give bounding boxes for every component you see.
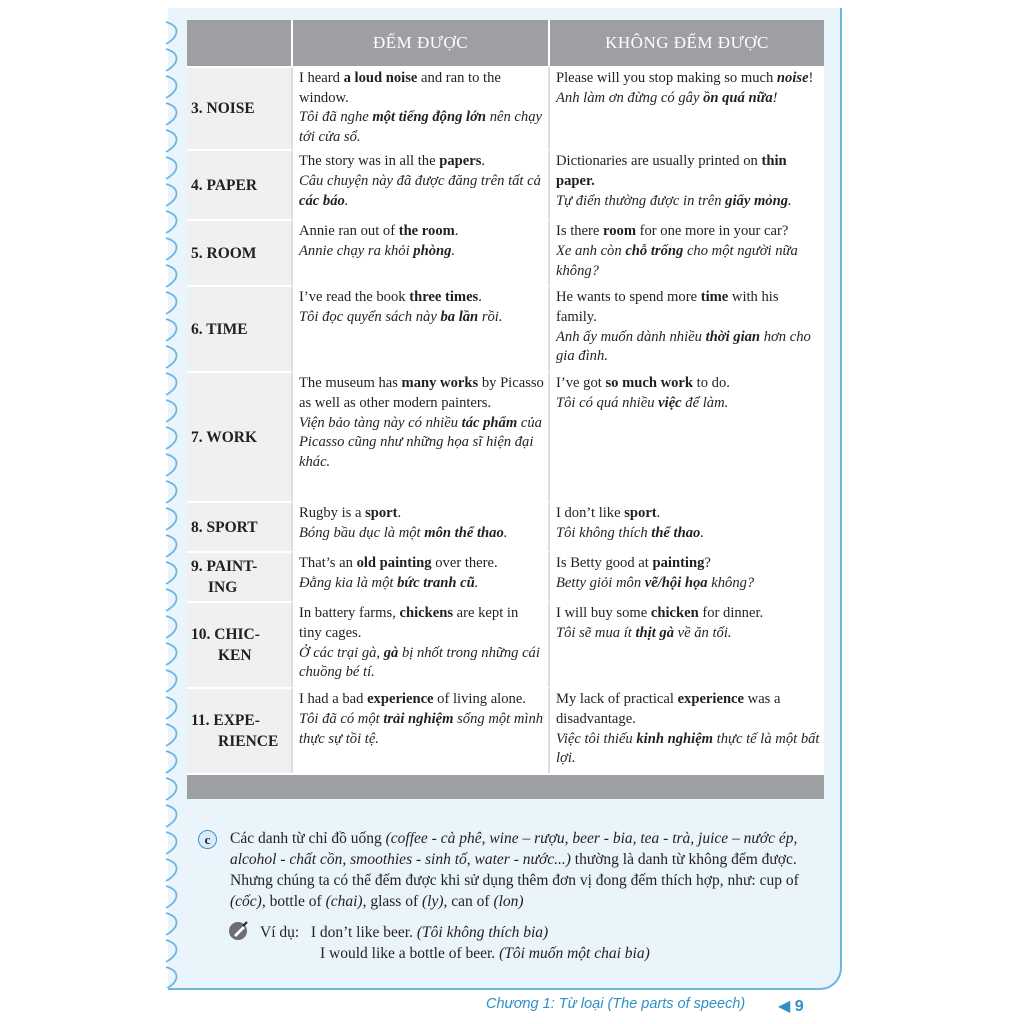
spiral-loop	[166, 454, 177, 476]
countable-example	[293, 219, 550, 285]
text-run: .	[788, 192, 792, 209]
text-run: I don’t like	[556, 505, 625, 522]
spiral-loop	[166, 292, 177, 314]
text-run: Việc tôi thiếu	[556, 730, 637, 747]
countable-example	[293, 285, 550, 371]
text-run: cho một người nữa không?	[556, 242, 798, 279]
text-run: thể thao	[651, 524, 701, 541]
text-run: chỗ trống	[625, 242, 684, 259]
row-word-line: KEN	[218, 647, 252, 665]
table-row	[187, 219, 824, 285]
spiral-loop	[166, 724, 177, 746]
table-row	[187, 285, 824, 371]
text-run: .	[451, 242, 456, 259]
uncountable-example	[550, 687, 824, 773]
spiral-loop	[166, 913, 177, 935]
pencil-icon	[228, 920, 250, 942]
uncountable-example	[550, 66, 824, 149]
text-run: Annie chạy ra khỏi	[299, 242, 414, 259]
uncountable-example	[550, 219, 824, 285]
row-word-line: 7. WORK	[191, 428, 258, 446]
spiral-loop	[166, 184, 177, 206]
text-run: gà	[383, 644, 399, 661]
spiral-loop	[166, 481, 177, 503]
text-run: three times	[409, 289, 479, 306]
countable-example	[293, 66, 550, 149]
text-run: Tôi đọc quyển sách này	[299, 308, 441, 325]
text-run: phòng	[413, 242, 452, 259]
text-run: Please will you stop making so much	[556, 70, 777, 86]
text-run: !	[808, 70, 814, 86]
text-run: noise	[776, 70, 809, 86]
row-word	[187, 687, 293, 773]
text-run: with his family.	[556, 289, 779, 325]
spiral-loop	[166, 643, 177, 665]
spiral-loop	[166, 751, 177, 773]
example-block	[228, 922, 828, 964]
text-run: việc	[658, 394, 682, 411]
spiral-loop	[166, 400, 177, 422]
text-run: Is there	[556, 223, 604, 240]
countable-example	[293, 687, 550, 773]
header-uncountable: KHÔNG ĐẾM ĐƯỢC	[550, 20, 824, 66]
countable-example	[293, 501, 550, 551]
text-run: .	[478, 289, 482, 306]
row-word	[187, 371, 293, 501]
spiral-loop	[166, 373, 177, 395]
uncountable-example	[550, 371, 824, 501]
row-word-line: 5. ROOM	[191, 244, 257, 262]
text-run: and ran to the window.	[299, 70, 501, 106]
text-run: bị nhốt trong những cái chuồng bé tí.	[299, 644, 540, 681]
row-word	[187, 66, 293, 149]
spiral-loop	[166, 589, 177, 611]
row-word-line: 8. SPORT	[191, 518, 258, 536]
text-run: Bóng bầu dục là một	[299, 524, 425, 541]
spiral-loop	[166, 238, 177, 260]
uncountable-example	[550, 501, 824, 551]
text-run: ?	[704, 555, 711, 572]
countable-example	[293, 149, 550, 219]
text-run: The story was in all the	[299, 153, 440, 170]
noun-table	[187, 20, 824, 799]
text-run: experience	[367, 691, 434, 708]
table-row	[187, 551, 824, 601]
table-row	[187, 149, 824, 219]
table-header-row	[187, 20, 824, 66]
uncountable-example	[550, 551, 824, 601]
text-run: .	[454, 223, 459, 240]
text-run: hơn cho gia đình.	[556, 328, 811, 365]
spiral-loop	[166, 967, 177, 988]
spiral-loop	[166, 805, 177, 827]
row-word	[187, 551, 293, 601]
row-word	[187, 601, 293, 687]
text-run: thực tế là một bất lợi.	[556, 730, 820, 767]
text-run: Tôi đã nghe	[299, 109, 373, 126]
spiral-loop	[166, 265, 177, 287]
text-run: He wants to spend more	[556, 289, 701, 306]
header-word-col	[187, 20, 293, 66]
table-row	[187, 687, 824, 773]
text-run: Betty giỏi môn	[556, 574, 645, 591]
text-run: Tôi không thích	[556, 524, 652, 541]
text-run: In battery farms,	[299, 605, 400, 622]
text-run: Anh ấy muốn dành nhiều	[556, 328, 706, 345]
text-run: Is Betty good at	[556, 555, 653, 572]
text-run: Tự điển thường được in trên	[556, 192, 726, 209]
spiral-loop	[166, 76, 177, 98]
text-run: That’s an	[299, 555, 357, 572]
text-run: to do.	[693, 375, 730, 392]
spiral-loop	[166, 49, 177, 71]
triangle-left-icon: ◀	[778, 998, 791, 1015]
text-run: sport	[365, 505, 398, 522]
text-run: old painting	[356, 555, 432, 572]
text-run: My lack of practical	[556, 691, 678, 708]
text-run: .	[474, 574, 479, 591]
text-run: sống một mình thực sự tồi tệ.	[299, 710, 544, 747]
spiral-loop	[166, 22, 177, 44]
table-row	[187, 371, 824, 501]
table-row	[187, 601, 824, 687]
text-run: I had a bad	[299, 691, 368, 708]
text-run: nên chạy tới cửa sổ.	[299, 109, 542, 145]
countable-example	[293, 601, 550, 687]
text-run: thời gian	[705, 328, 761, 345]
spiral-loop	[166, 886, 177, 908]
text-run: kinh nghiệm	[636, 730, 714, 747]
countable-example	[293, 371, 550, 501]
text-run: many works	[401, 375, 479, 392]
spiral-loop	[166, 940, 177, 962]
text-run: .	[656, 505, 661, 522]
spiral-loop	[166, 130, 177, 152]
uncountable-example	[550, 285, 824, 371]
text-run: Rugby is a	[299, 505, 366, 522]
text-run: Annie ran out of	[299, 223, 399, 240]
text-run: papers	[439, 153, 482, 170]
spiral-loop	[166, 346, 177, 368]
text-run: giấy mỏng	[725, 192, 789, 209]
table-row	[187, 66, 824, 149]
text-run: for dinner.	[698, 605, 764, 622]
spiral-loop	[166, 535, 177, 557]
text-run: experience	[677, 691, 745, 708]
text-run: Tôi có quá nhiều	[556, 394, 659, 411]
text-run: của Picasso cũng như những họa sĩ hiện đại khác.	[299, 414, 542, 470]
text-run: .	[344, 192, 349, 209]
spiral-loop	[166, 427, 177, 449]
text-run: chickens	[399, 605, 454, 622]
text-run: các báo	[299, 192, 345, 209]
text-run: về ăn tối.	[674, 624, 732, 641]
spiral-loop	[166, 670, 177, 692]
spiral-loop	[166, 157, 177, 179]
text-run: Đằng kia là một	[299, 574, 398, 591]
example-line-1: Ví dụ: I don’t like beer. (Tôi không thích bia)	[260, 924, 549, 941]
spiral-loop	[166, 319, 177, 341]
spiral-loop	[166, 211, 177, 233]
text-run: Dictionaries are usually printed on	[556, 153, 762, 170]
row-word	[187, 285, 293, 371]
row-word-line: 9. PAINT-	[191, 558, 258, 576]
text-run: I heard	[299, 70, 344, 86]
text-run: Ở các trại gà,	[299, 644, 384, 661]
text-run: Xe anh còn	[556, 242, 626, 259]
spiral-binding	[160, 8, 184, 988]
text-run: of living alone.	[433, 691, 526, 708]
text-run: thịt gà	[635, 624, 674, 641]
row-word	[187, 219, 293, 285]
text-run: Viện bảo tàng này có nhiều	[299, 414, 462, 431]
row-word-line: 10. CHIC-	[191, 626, 260, 644]
table-row	[187, 501, 824, 551]
example-line-2: I would like a bottle of beer. (Tôi muốn một chai bia)	[320, 945, 650, 962]
text-run: Câu chuyện này đã được đăng trên tất cả	[299, 172, 541, 189]
uncountable-example	[550, 601, 824, 687]
countable-example	[293, 551, 550, 601]
text-run: !	[772, 89, 778, 106]
text-run: vẽ/hội họa	[644, 574, 708, 591]
text-run: I’ve got	[556, 375, 606, 392]
spiral-loop	[166, 616, 177, 638]
note-badge: c	[198, 830, 217, 849]
row-word	[187, 149, 293, 219]
table-footer-cell	[187, 773, 824, 799]
text-run: .	[700, 524, 704, 541]
text-run: không?	[707, 574, 755, 591]
text-run: room	[603, 223, 636, 240]
note-text: Các danh từ chỉ đồ uống (coffee - cà phê, wine – rượu, beer - bia, tea - trà, juice – nước ép, alcohol - chất cồn, smoothies - sinh tố, water - nước...) thường là danh từ không đếm được. Nhưng chúng ta có thể đếm được khi sử dụng thêm đơn vị đong đếm thích hợp, như: cup of (cốc), bottle of (chai), glass of (ly), can of (lon)	[230, 830, 799, 910]
text-run: để làm.	[681, 394, 729, 411]
text-run: Tôi đã có một	[299, 710, 384, 727]
row-word-line: 6. TIME	[191, 320, 248, 338]
text-run: một tiếng động lớn	[372, 109, 487, 126]
spiral-loop	[166, 562, 177, 584]
text-run: rồi.	[478, 308, 503, 325]
text-run: .	[481, 153, 486, 170]
text-run: trải nghiệm	[383, 710, 454, 727]
text-run: .	[397, 505, 402, 522]
text-run: the room	[398, 223, 455, 240]
row-word-line: 4. PAPER	[191, 176, 258, 194]
text-run: ồn quá nữa	[703, 89, 773, 106]
text-run: chicken	[650, 605, 699, 622]
header-countable: ĐẾM ĐƯỢC	[293, 20, 550, 66]
row-word-line: 11. EXPE-	[191, 712, 260, 730]
spiral-loop	[166, 778, 177, 800]
text-run: painting	[652, 555, 705, 572]
text-run: was a disadvantage.	[556, 691, 781, 727]
text-run: thin paper.	[556, 153, 787, 189]
text-run: bức tranh cũ	[397, 574, 475, 591]
note-c	[198, 828, 828, 912]
page-number: ◀ 9	[778, 998, 804, 1015]
text-run: sport	[624, 505, 657, 522]
text-run: by Picasso as well as other modern painters.	[299, 375, 544, 411]
text-run: The museum has	[299, 375, 402, 392]
text-run: môn thể thao	[424, 524, 504, 541]
spiral-loop	[166, 832, 177, 854]
text-run: so much work	[605, 375, 694, 392]
text-run: I will buy some	[556, 605, 651, 622]
row-word-line: RIENCE	[218, 733, 279, 751]
text-run: tác phẩm	[461, 414, 518, 431]
chapter-footer: Chương 1: Từ loại (The parts of speech)	[486, 996, 746, 1012]
text-run: .	[503, 524, 508, 541]
row-word-line: ING	[208, 579, 238, 597]
spiral-loop	[166, 103, 177, 125]
text-run: over there.	[431, 555, 498, 572]
spiral-loop	[166, 859, 177, 881]
spiral-loop	[166, 508, 177, 530]
text-run: Anh làm ơn đừng có gây	[556, 89, 704, 106]
text-run: Tôi sẽ mua ít	[556, 624, 636, 641]
text-run: for one more in your car?	[635, 223, 789, 240]
text-run: ba lần	[440, 308, 479, 325]
text-run: I’ve read the book	[299, 289, 410, 306]
text-run: a loud noise	[343, 70, 418, 86]
text-run: are kept in tiny cages.	[299, 605, 519, 641]
text-run: time	[700, 289, 729, 306]
uncountable-example	[550, 149, 824, 219]
row-word-line: 3. NOISE	[191, 100, 255, 118]
table-footer-bar	[187, 773, 824, 799]
spiral-loop	[166, 697, 177, 719]
row-word	[187, 501, 293, 551]
